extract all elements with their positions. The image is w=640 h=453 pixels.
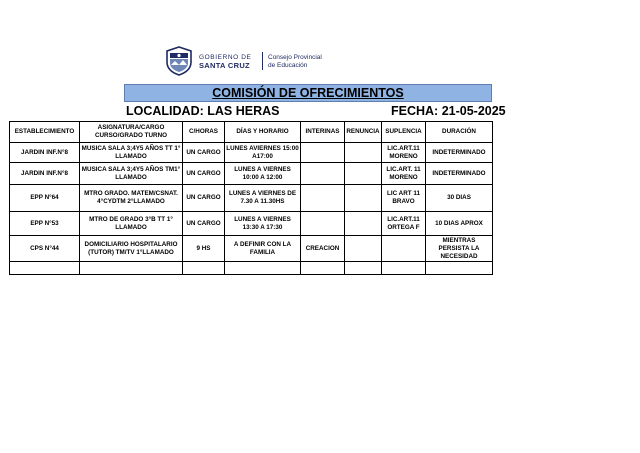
col-header-horas: C/HORAS <box>183 122 225 143</box>
cell-establecimiento: JARDIN INF.N°8 <box>10 163 80 185</box>
cell-dias: LUNES A VIERNES 13:30 A 17:30 <box>225 212 301 236</box>
cell-duracion: 30 DIAS <box>426 185 493 212</box>
cell-duracion: 10 DIAS APROX <box>426 212 493 236</box>
col-header-establecimiento: ESTABLECIMIENTO <box>10 122 80 143</box>
cell-suplencia: LIC.ART.11 ORTEGA F <box>382 212 426 236</box>
col-header-dias: DÍAS Y HORARIO <box>225 122 301 143</box>
cell-dias: LUNES A VIERNES DE 7.30 A 11.30HS <box>225 185 301 212</box>
cell-duracion: INDETERMINADO <box>426 143 493 163</box>
cell-asignatura: MTRO GRADO. MATEM/CSNAT. 4°CYDTM 2°LLAMADO <box>80 185 183 212</box>
cell-asignatura: MUSICA SALA 3;4Y5 AÑOS TM1° LLAMADO <box>80 163 183 185</box>
table-row <box>10 163 493 185</box>
col-header-renuncia: RENUNCIA <box>345 122 382 143</box>
cell-duracion: INDETERMINADO <box>426 163 493 185</box>
cell-renuncia <box>345 163 382 185</box>
date-label: FECHA: 21-05-2025 <box>391 104 506 118</box>
logo-divider <box>262 52 263 70</box>
government-label: GOBIERNO DE <box>199 54 252 61</box>
council-label-line1: Consejo Provincial <box>268 54 322 61</box>
cell-horas: UN CARGO <box>183 143 225 163</box>
cell-establecimiento: CPS N°44 <box>10 236 80 262</box>
cell-establecimiento <box>10 262 80 275</box>
table-row <box>10 143 493 163</box>
cell-asignatura: MUSICA SALA 3;4Y5 AÑOS TT 1° LLAMADO <box>80 143 183 163</box>
col-header-suplencia: SUPLENCIA <box>382 122 426 143</box>
cell-horas: UN CARGO <box>183 163 225 185</box>
council-label-line2: de Educación <box>268 62 308 69</box>
cell-asignatura: MTRO DE GRADO 3°B TT 1° LLAMADO <box>80 212 183 236</box>
cell-horas: UN CARGO <box>183 185 225 212</box>
table-row <box>10 212 493 236</box>
table-row <box>10 262 493 275</box>
col-header-asignatura: ASIGNATURA/CARGO CURSO/GRADO TURNO <box>80 122 183 143</box>
cell-interinas: CREACION <box>301 236 345 262</box>
cell-interinas <box>301 212 345 236</box>
cell-renuncia <box>345 143 382 163</box>
cell-suplencia: LIC.ART.11 MORENO <box>382 143 426 163</box>
table-row <box>10 185 493 212</box>
cell-duracion <box>426 262 493 275</box>
cell-horas: UN CARGO <box>183 212 225 236</box>
cell-renuncia <box>345 236 382 262</box>
cell-dias: LUNES A VIERNES 10:00 A 12:00 <box>225 163 301 185</box>
cell-establecimiento: EPP N°64 <box>10 185 80 212</box>
cell-dias <box>225 262 301 275</box>
col-header-duracion: DURACIÓN <box>426 122 493 143</box>
cell-establecimiento: JARDIN INF.N°8 <box>10 143 80 163</box>
locality-label: LOCALIDAD: LAS HERAS <box>126 104 280 118</box>
cell-dias: A DEFINIR CON LA FAMILIA <box>225 236 301 262</box>
cell-suplencia: LIC.ART. 11 MORENO <box>382 163 426 185</box>
cell-duracion: MIENTRAS PERSISTA LA NECESIDAD <box>426 236 493 262</box>
document-title: COMISIÓN DE OFRECIMIENTOS <box>124 84 492 102</box>
cell-renuncia <box>345 212 382 236</box>
cell-suplencia: LIC ART 11 BRAVO <box>382 185 426 212</box>
table-row <box>10 236 493 262</box>
cell-interinas <box>301 262 345 275</box>
cell-asignatura: DOMICILIARIO HOSPITALARIO (TUTOR) TM/TV 1°LLAMADO <box>80 236 183 262</box>
cell-renuncia <box>345 262 382 275</box>
cell-interinas <box>301 185 345 212</box>
cell-dias: LUNES AVIERNES 15:00 A17:00 <box>225 143 301 163</box>
cell-establecimiento: EPP N°53 <box>10 212 80 236</box>
cell-horas: 9 HS <box>183 236 225 262</box>
province-label: SANTA CRUZ <box>199 61 250 70</box>
offers-table <box>9 121 493 275</box>
cell-asignatura <box>80 262 183 275</box>
header-logo <box>165 46 365 80</box>
cell-interinas <box>301 143 345 163</box>
table-header-row <box>10 122 493 143</box>
cell-interinas <box>301 163 345 185</box>
cell-horas <box>183 262 225 275</box>
col-header-interinas: INTERINAS <box>301 122 345 143</box>
cell-renuncia <box>345 185 382 212</box>
provincial-seal-icon <box>165 46 193 76</box>
cell-suplencia <box>382 236 426 262</box>
cell-suplencia <box>382 262 426 275</box>
